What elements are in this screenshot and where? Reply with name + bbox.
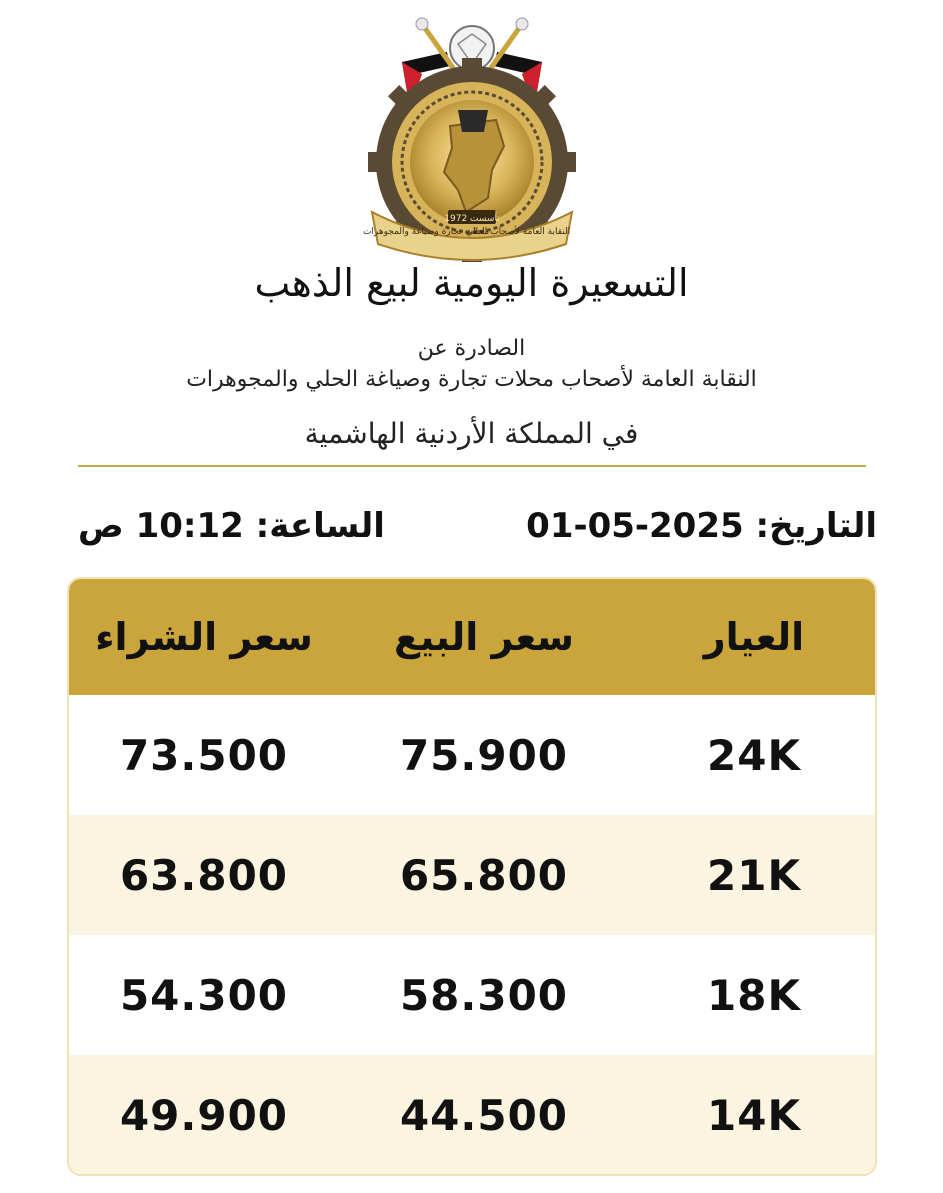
header-sell-price: سعر البيع [394,615,574,659]
table-row [69,695,875,815]
header-karat: العيار [703,615,805,659]
page-title: التسعيرة اليومية لبيع الذهب [254,261,689,305]
union-logo [362,14,582,262]
union-emblem-icon [362,14,582,262]
karat-cell: 24K [707,730,801,780]
buy-price-cell: 49.900 [119,1090,289,1140]
union-name: النقابة العامة لأصحاب محلات تجارة وصياغة الحلي والمجوهرات [186,367,757,392]
table-row [69,815,875,935]
gold-price-table [67,577,877,1176]
table-header-row [69,579,875,695]
sell-price-cell: 75.900 [399,730,569,780]
karat-cell: 21K [707,850,801,900]
karat-cell: 14K [707,1090,801,1140]
table-row [69,935,875,1055]
ribbon-left-text: محلات تجارة وصياغة والمجوهرات [362,227,490,237]
sell-price-cell: 58.300 [399,970,569,1020]
table-row [69,1055,875,1175]
time-value: 10:12 [135,506,244,546]
time-label: الساعة: [255,506,385,546]
ribbon-right-text: النقابة العامة لأصحاب الحلي [465,227,571,237]
time-line [78,498,385,554]
sell-price-cell: 44.500 [399,1090,569,1140]
header-divider [78,465,866,467]
header-buy-price: سعر الشراء [95,615,313,659]
buy-price-cell: 54.300 [119,970,289,1020]
date-value: 01-05-2025 [526,506,744,546]
time-suffix: ص [78,506,124,546]
issued-by-label: الصادرة عن [417,336,526,361]
kingdom-name: في المملكة الأردنية الهاشمية [304,417,639,450]
buy-price-cell: 63.800 [119,850,289,900]
sell-price-cell: 65.800 [399,850,569,900]
buy-price-cell: 73.500 [119,730,289,780]
karat-cell: 18K [707,970,801,1020]
date-line [526,498,877,554]
date-label: التاريخ: [755,506,877,546]
founded-badge: تأسست 1972 [444,214,500,224]
